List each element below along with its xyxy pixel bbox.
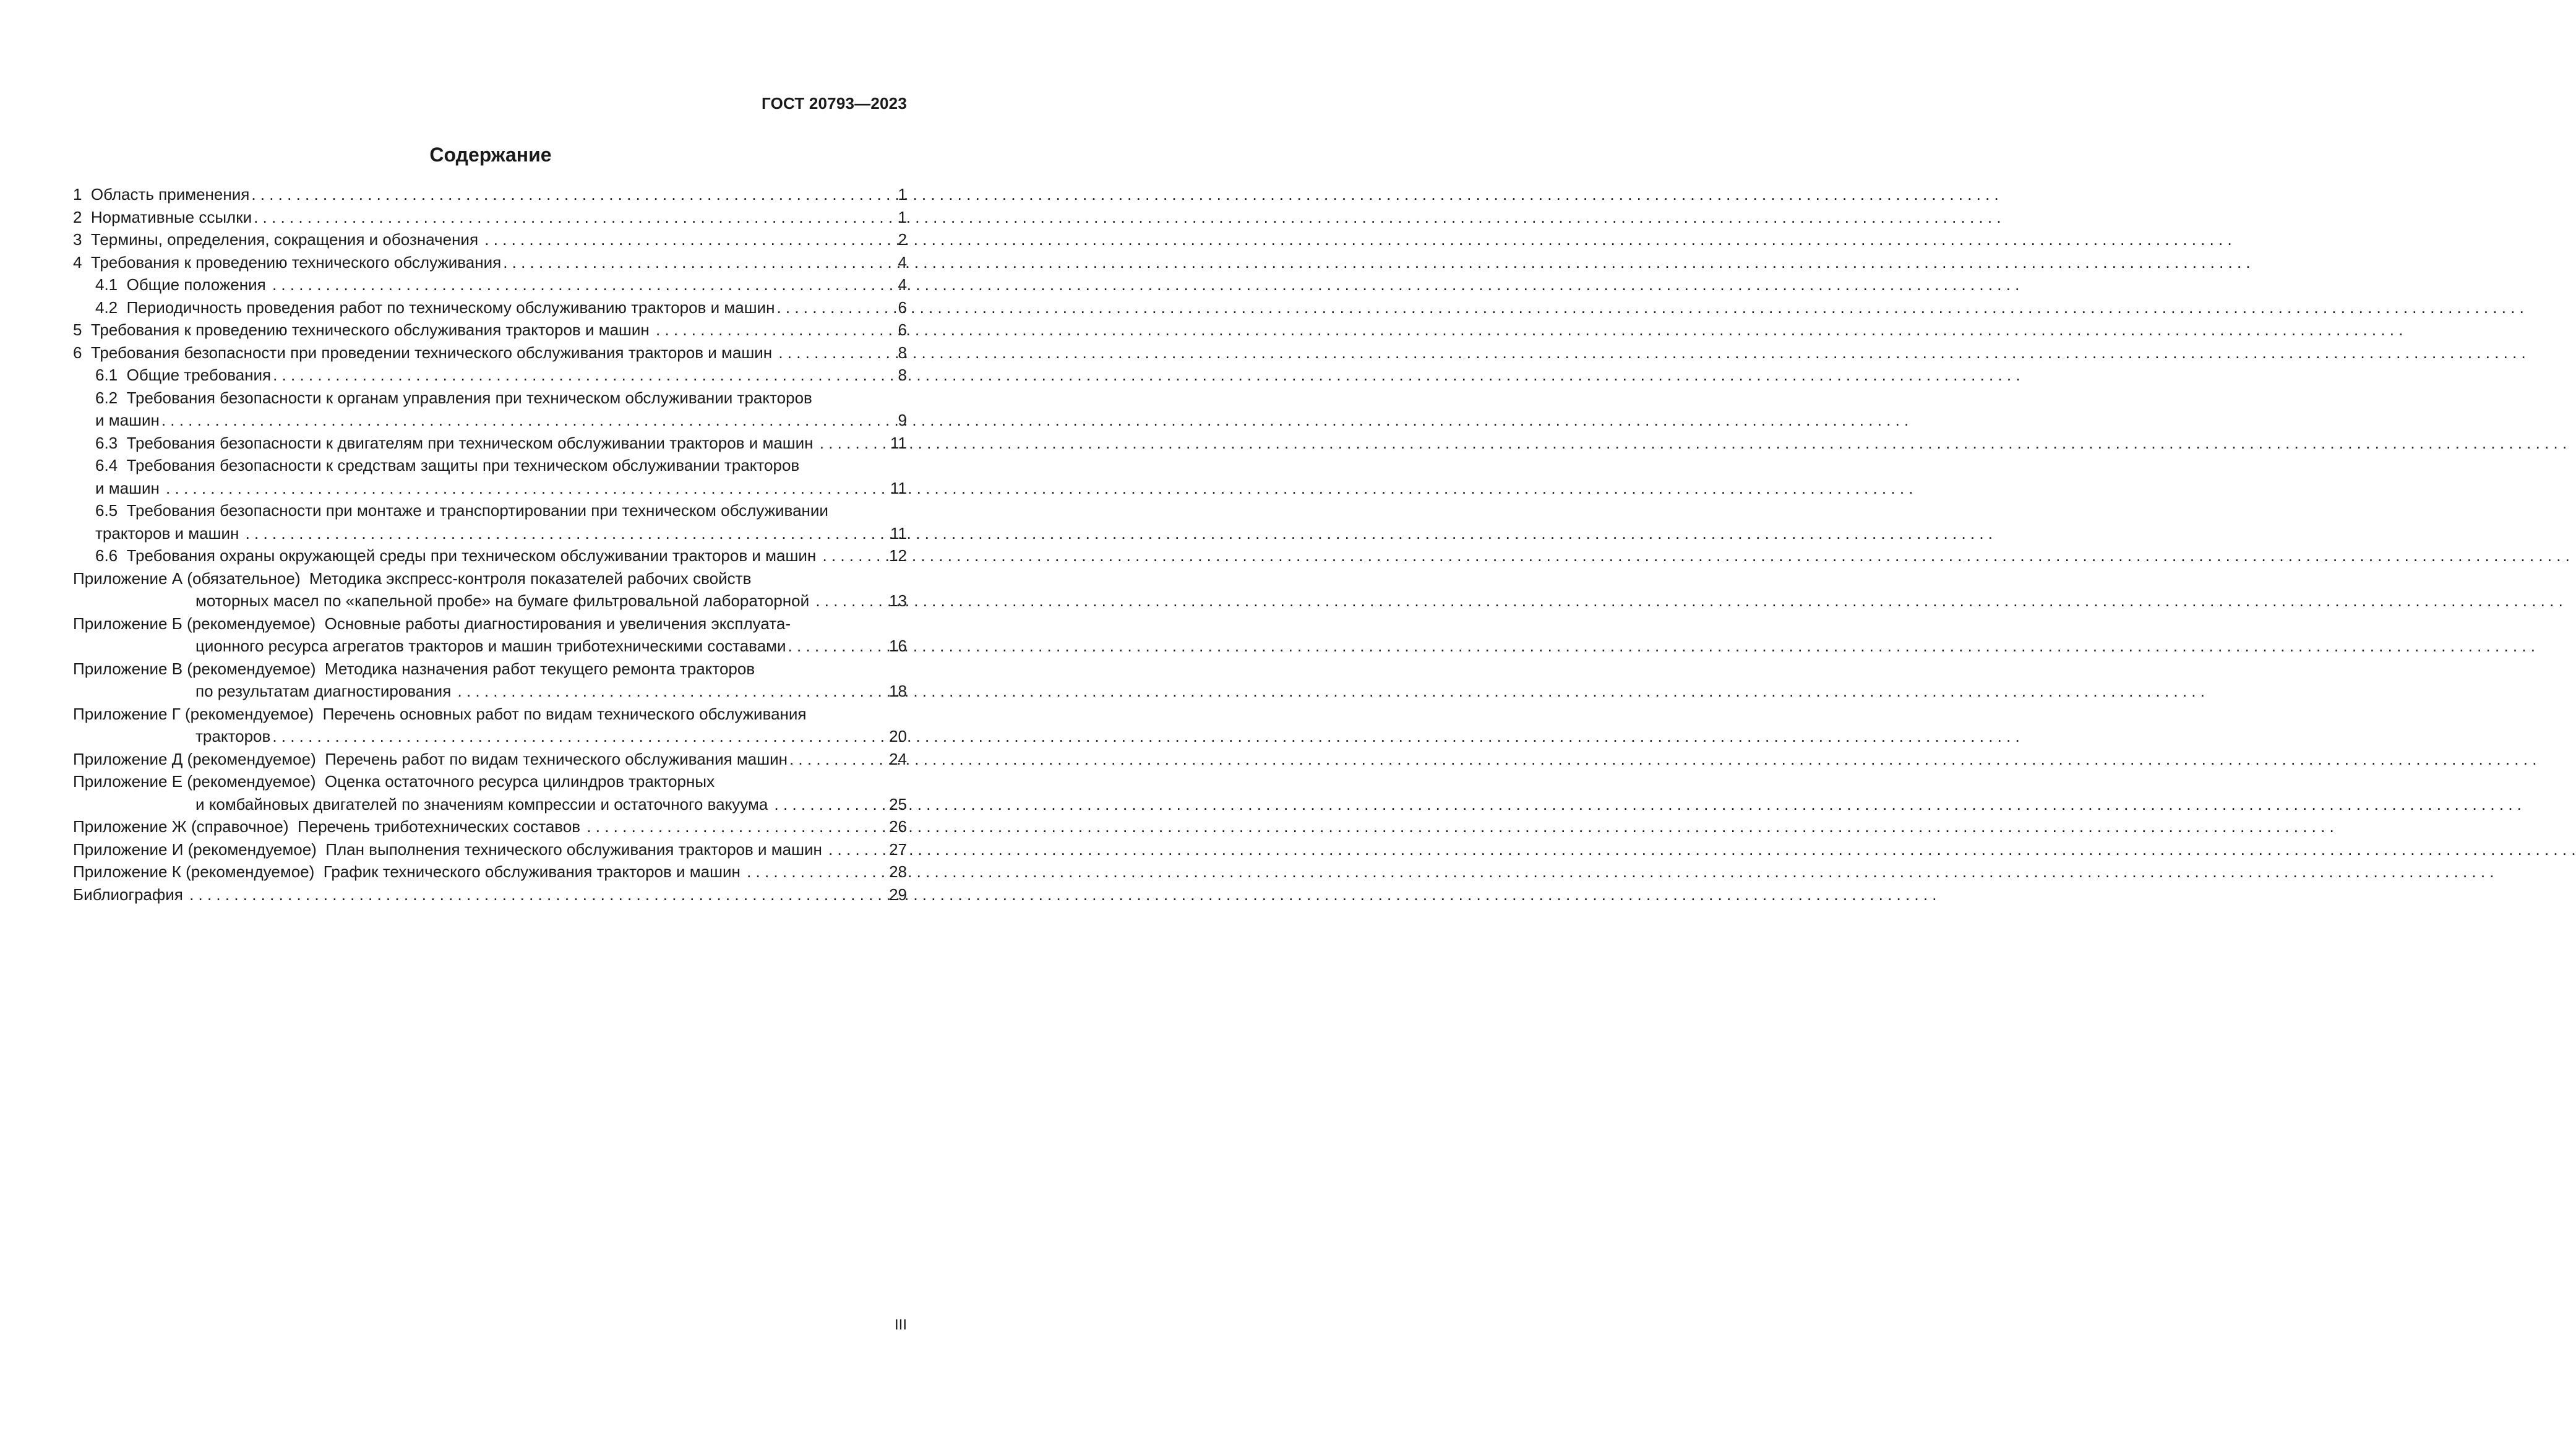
toc-entry-title: и машин (95, 478, 165, 497)
toc-leader-dots (745, 861, 888, 883)
toc-entry[interactable] (73, 477, 907, 500)
toc-entry-page: 1 (898, 185, 907, 204)
toc-entry-title: 6.6 Требования охраны окружающей среды при техническом обслуживании тракторов и машин (95, 546, 821, 565)
toc-entry-page: 9 (898, 411, 907, 429)
toc-leader-dots (160, 409, 897, 432)
toc-entry-title: Приложение Б (рекомендуемое) Основные работы диагностирования и увеличения эксплуата- (73, 614, 791, 633)
table-of-contents (73, 183, 907, 906)
toc-entry-title: 4.1 Общие положения (95, 275, 270, 294)
toc-entry-title: Приложение Е (рекомендуемое) Оценка остаточного ресурса цилиндров тракторных (73, 772, 715, 791)
toc-entry-page: 24 (889, 749, 907, 768)
toc-entry[interactable] (73, 612, 907, 635)
toc-entry-title: Приложение Ж (справочное) Перечень триботехнических составов (73, 817, 585, 836)
toc-entry-page: 25 (889, 794, 907, 814)
toc-leader-dots (818, 432, 889, 455)
toc-entry[interactable] (73, 590, 907, 612)
toc-entry-title: Приложение В (рекомендуемое) Методика назначения работ текущего ремонта тракторов (73, 659, 755, 678)
toc-entry-title: Приложение И (рекомендуемое) План выполнения технического обслуживания тракторов и машин (73, 839, 827, 859)
toc-entry[interactable] (73, 883, 907, 906)
toc-entry-title: по результатам диагностирования (195, 682, 456, 700)
toc-leader-dots (501, 251, 896, 274)
toc-leader-dots (814, 590, 888, 612)
toc-entry-title: моторных масел по «капельной пробе» на бумаге фильтровальной лабораторной (195, 591, 814, 610)
toc-entry[interactable] (73, 183, 907, 206)
toc-entry[interactable] (73, 861, 907, 883)
toc-entry-page: 27 (889, 839, 907, 859)
toc-entry[interactable] (73, 838, 907, 861)
toc-leader-dots (456, 680, 888, 703)
toc-entry-title: Приложение Г (рекомендуемое) Перечень основных работ по видам технического обслуживания (73, 704, 807, 723)
toc-entry-title: Приложение Д (рекомендуемое) Перечень работ по видам технического обслуживания машин (73, 749, 788, 768)
toc-entry[interactable] (73, 364, 907, 387)
toc-leader-dots (164, 477, 889, 500)
toc-entry-page: 29 (889, 885, 907, 904)
toc-entry-title: ционного ресурса агрегатов тракторов и машин триботехническими составами (195, 637, 786, 655)
toc-entry-title: 6.5 Требования безопасности при монтаже и транспортировании при техническом обслуживании (95, 501, 828, 520)
toc-entry[interactable] (73, 387, 907, 410)
toc-entry-title: 3 Термины, определения, сокращения и обозначения (73, 230, 483, 249)
toc-entry[interactable] (73, 228, 907, 251)
toc-leader-dots (270, 725, 888, 748)
toc-leader-dots (483, 228, 896, 251)
toc-entry-title: 2 Нормативные ссылки (73, 207, 252, 226)
toc-entry[interactable] (73, 815, 907, 838)
document-id: ГОСТ 20793—2023 (762, 94, 907, 113)
toc-entry[interactable] (73, 680, 907, 703)
toc-entry-title: 4 Требования к проведению технического обслуживания (73, 252, 502, 272)
toc-leader-dots (788, 748, 888, 771)
toc-entry-title: и комбайновых двигателей по значениям компрессии и остаточного вакуума (195, 794, 773, 814)
toc-entry-title: Приложение А (обязательное) Методика экспресс-контроля показателей рабочих свойств (73, 569, 752, 588)
toc-entry-page: 6 (898, 298, 907, 317)
toc-entry-title: Библиография (73, 885, 188, 904)
toc-entry-page: 8 (898, 343, 907, 362)
toc-entry[interactable] (73, 658, 907, 681)
toc-leader-dots (244, 522, 889, 545)
toc-leader-dots (585, 815, 888, 838)
toc-entry[interactable] (73, 251, 907, 274)
toc-entry[interactable] (73, 544, 907, 567)
toc-entry-title: 4.2 Периодичность проведения работ по техническому обслуживанию тракторов и машин (95, 298, 775, 317)
toc-leader-dots (271, 364, 896, 387)
toc-entry[interactable] (73, 273, 907, 296)
toc-entry-title: и машин (95, 411, 160, 429)
toc-entry-page: 11 (890, 433, 907, 452)
toc-entry-title: 6.1 Общие требования (95, 366, 272, 384)
toc-entry[interactable] (73, 770, 907, 793)
toc-entry-page: 1 (898, 207, 907, 226)
toc-entry-page: 4 (898, 275, 907, 294)
toc-leader-dots (820, 544, 888, 567)
toc-leader-dots (773, 793, 888, 816)
toc-leader-dots (187, 883, 888, 906)
toc-entry[interactable] (73, 432, 907, 455)
toc-entry-page: 8 (898, 366, 907, 384)
toc-entry-page: 18 (889, 682, 907, 700)
toc-entry-page: 12 (889, 546, 907, 565)
toc-entry[interactable] (73, 409, 907, 432)
toc-leader-dots (775, 296, 896, 319)
toc-entry[interactable] (73, 703, 907, 726)
toc-entry-title: 6.4 Требования безопасности к средствам защиты при техническом обслуживании тракторов (95, 456, 800, 474)
toc-entry-title: тракторов (195, 727, 271, 745)
toc-leader-dots (654, 319, 897, 341)
toc-entry-page: 11 (890, 523, 907, 543)
page-number: III (894, 1316, 907, 1333)
toc-leader-dots (249, 183, 896, 206)
toc-entry-title: 6 Требования безопасности при проведении технического обслуживания тракторов и машин (73, 343, 777, 362)
toc-entry[interactable] (73, 499, 907, 522)
toc-entry[interactable] (73, 567, 907, 590)
toc-entry-title: 5 Требования к проведению технического обслуживания тракторов и машин (73, 320, 655, 339)
toc-entry-title: 1 Область применения (73, 185, 250, 204)
toc-entry[interactable] (73, 296, 907, 319)
toc-entry[interactable] (73, 206, 907, 229)
toc-entry[interactable] (73, 522, 907, 545)
toc-entry-page: 26 (889, 817, 907, 836)
toc-leader-dots (826, 838, 888, 861)
toc-entry-page: 11 (890, 478, 907, 497)
toc-entry-page: 13 (889, 591, 907, 610)
toc-entry[interactable] (73, 319, 907, 341)
toc-entry[interactable] (73, 725, 907, 748)
document-page (0, 0, 1023, 1447)
toc-leader-dots (776, 341, 896, 364)
toc-entry[interactable] (73, 793, 907, 816)
toc-entry-title: тракторов и машин (95, 523, 244, 543)
toc-entry-title: 6.2 Требования безопасности к органам управления при техническом обслуживании тракторов (95, 388, 812, 407)
toc-entry[interactable] (73, 454, 907, 477)
toc-entry-title: Приложение К (рекомендуемое) График технического обслуживания тракторов и машин (73, 862, 745, 881)
toc-entry-page: 28 (889, 862, 907, 881)
toc-entry-page: 6 (898, 320, 907, 339)
toc-leader-dots (786, 635, 888, 658)
toc-entry-title: 6.3 Требования безопасности к двигателям при техническом обслуживании тракторов и машин (95, 433, 818, 452)
toc-leader-dots (252, 206, 896, 229)
toc-entry-page: 16 (889, 637, 907, 655)
toc-entry[interactable] (73, 748, 907, 771)
toc-entry[interactable] (73, 341, 907, 364)
toc-entry-page: 20 (889, 727, 907, 745)
page-title: Содержание (429, 144, 552, 166)
toc-entry-page: 2 (898, 230, 907, 249)
toc-leader-dots (270, 273, 897, 296)
toc-entry-page: 4 (898, 252, 907, 272)
toc-entry[interactable] (73, 635, 907, 658)
